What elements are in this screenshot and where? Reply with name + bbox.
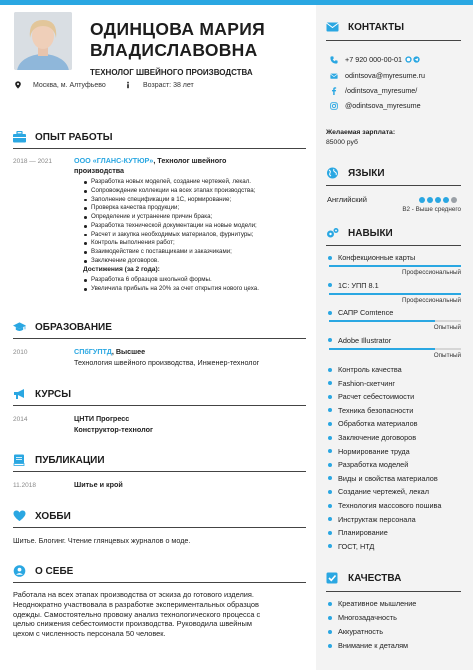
quality-name: Креативное мышление bbox=[338, 599, 417, 608]
duty-item: Контроль выполнения работ; bbox=[83, 239, 257, 248]
language-level-label: B2 - Выше среднего bbox=[402, 206, 461, 213]
skill-level-bar bbox=[329, 293, 461, 295]
skill-name: Обработка материалов bbox=[338, 419, 418, 429]
skill-level-label: Профессиональный bbox=[402, 296, 461, 304]
skill-bullet bbox=[328, 395, 332, 399]
skill-bullet bbox=[328, 504, 332, 508]
education-school: СПбГУПТД, Высшее bbox=[74, 347, 146, 356]
skill-bullet bbox=[328, 531, 332, 535]
experience-section-title: ОПЫТ РАБОТЫ bbox=[13, 131, 113, 143]
skill-item bbox=[328, 281, 379, 290]
skill-bullet bbox=[328, 368, 332, 372]
qualities-section-title: КАЧЕСТВА bbox=[326, 572, 401, 584]
duty-item: Определение и устранение причин брака; bbox=[83, 213, 257, 222]
skill-name: Технология массового пошива bbox=[338, 501, 442, 510]
language-dot bbox=[419, 197, 425, 203]
about-line: одежды. Самостоятельно провожу анализ технологического процесса с bbox=[13, 609, 261, 619]
duty-item: Взаимодействие с поставщиками и заказчиками; bbox=[83, 248, 257, 257]
mail-icon bbox=[330, 72, 338, 80]
skill-bullet bbox=[328, 311, 332, 315]
heart-icon bbox=[13, 510, 26, 522]
quality-bullet bbox=[328, 630, 332, 634]
skill-item bbox=[328, 365, 402, 374]
quality-item bbox=[328, 599, 416, 608]
skill-bullet bbox=[328, 449, 332, 453]
quality-item bbox=[328, 627, 383, 636]
megaphone-icon bbox=[13, 388, 26, 400]
achievement-item: Увеличила прибыль на 20% за счет открытия нового цеха. bbox=[83, 285, 259, 294]
experience-company-role: ООО «ГЛАНС-КУТЮР», Технолог швейного производства bbox=[74, 156, 227, 175]
publication-date: 11.2018 bbox=[13, 482, 37, 489]
whatsapp-icon bbox=[405, 56, 412, 63]
contact-facebook[interactable]: /odintsova_myresume/ bbox=[330, 86, 417, 95]
quality-item bbox=[328, 613, 397, 622]
achievements-list bbox=[83, 276, 259, 294]
skill-bullet bbox=[328, 476, 332, 480]
duty-item: Разработка технической документации на новые модели; bbox=[83, 222, 257, 231]
skill-level-label: Опытный bbox=[433, 351, 461, 359]
job-title: ТЕХНОЛОГ ШВЕЙНОГО ПРОИЗВОДСТВА bbox=[90, 68, 253, 77]
about-line: Неоднократно участвовала в разработке экспериментальных образцов bbox=[13, 599, 259, 609]
company-name: ООО «ГЛАНС-КУТЮР» bbox=[74, 156, 154, 165]
skill-name: Конфекционные карты bbox=[338, 253, 416, 262]
skill-item bbox=[328, 336, 391, 345]
duty-item: Разработка новых моделей, создание чертежей, лекал. bbox=[83, 178, 257, 187]
skill-level-label: Опытный bbox=[433, 324, 461, 331]
section-divider bbox=[13, 582, 306, 583]
quality-bullet bbox=[328, 644, 332, 648]
skill-item bbox=[328, 487, 429, 496]
duty-item: Заполнение спецификации в 1С, нормирование; bbox=[83, 196, 257, 205]
quality-bullet bbox=[328, 616, 332, 620]
book-icon bbox=[13, 454, 26, 466]
graduation-cap-icon bbox=[13, 321, 26, 333]
skill-name: Виды и свойства материалов bbox=[338, 473, 438, 483]
quality-name: Внимание к деталям bbox=[338, 641, 409, 650]
skill-name: Adobe Illustrator bbox=[338, 335, 392, 345]
about-line: Работала на всех этапах производства от эскиза до готового изделия. bbox=[13, 590, 254, 599]
salary-label: Желаемая зарплата: bbox=[326, 129, 396, 136]
contact-phone[interactable]: +7 920 000-00-01 bbox=[330, 55, 420, 64]
globe-icon bbox=[326, 167, 339, 179]
instagram-icon bbox=[330, 102, 338, 110]
publication-name: Шитье и крой bbox=[74, 480, 123, 489]
section-divider bbox=[13, 405, 306, 406]
course-date: 2014 bbox=[13, 416, 28, 423]
telegram-icon bbox=[413, 56, 420, 63]
skill-bullet bbox=[328, 408, 332, 412]
section-divider bbox=[13, 471, 306, 472]
about-line: целью снижения себестоимости производства. Руководила швейным bbox=[13, 619, 252, 629]
skill-bullet bbox=[328, 544, 332, 548]
skill-bullet bbox=[328, 338, 332, 342]
envelope-icon bbox=[326, 21, 339, 33]
about-section-title: О СЕБЕ bbox=[13, 565, 73, 577]
contact-instagram[interactable]: @odintsova_myresume bbox=[330, 101, 421, 110]
quality-item bbox=[328, 641, 408, 650]
skill-item bbox=[328, 253, 415, 262]
skill-item bbox=[328, 379, 395, 388]
skill-item bbox=[328, 419, 418, 428]
quality-name: Аккуратность bbox=[338, 627, 384, 636]
skill-name: 1С: УПП 8.1 bbox=[338, 280, 379, 290]
skill-level-fill bbox=[329, 265, 461, 267]
name-line-1: ОДИНЦОВА МАРИЯ bbox=[90, 19, 265, 39]
skill-level-bar bbox=[329, 320, 461, 322]
salary-value: 85000 руб bbox=[326, 139, 358, 146]
experience-date: 2018 — 2021 bbox=[13, 158, 53, 165]
skill-name: Планирование bbox=[338, 528, 388, 538]
name-line-2: ВЛАДИСЛАВОВНА bbox=[90, 40, 258, 60]
skill-name: Техника безопасности bbox=[338, 405, 414, 415]
skill-item bbox=[328, 447, 410, 456]
full-name bbox=[90, 19, 305, 61]
briefcase-icon bbox=[13, 131, 26, 143]
section-divider bbox=[13, 148, 306, 149]
duty-item: Сопровождение коллекции на всех этапах производства; bbox=[83, 187, 257, 196]
skill-item bbox=[328, 515, 416, 524]
skill-bullet bbox=[328, 490, 332, 494]
skill-item bbox=[328, 308, 393, 317]
section-divider bbox=[326, 40, 461, 41]
quality-name: Многозадачность bbox=[338, 613, 397, 622]
skill-item bbox=[328, 433, 416, 442]
skill-name: Расчет себестоимости bbox=[338, 392, 415, 402]
about-line: цехом с численность персонала 50 человек. bbox=[13, 629, 166, 639]
skill-bullet bbox=[328, 422, 332, 426]
skill-level-label: Профессиональный bbox=[402, 269, 461, 276]
skill-item bbox=[328, 528, 388, 537]
location-text: Москва, м. Алтуфьево bbox=[33, 81, 106, 89]
publications-section-title: ПУБЛИКАЦИИ bbox=[13, 454, 105, 466]
skill-name: Нормирование труда bbox=[338, 446, 410, 456]
achievement-item: Разработка 6 образцов школьной формы. bbox=[83, 276, 259, 285]
skill-bullet bbox=[328, 283, 332, 287]
skill-name: ГОСТ, НТД bbox=[338, 541, 375, 551]
skill-name: Fashion-скетчинг bbox=[338, 378, 396, 388]
facebook-icon bbox=[330, 87, 338, 95]
course-org: ЦНТИ Прогресс bbox=[74, 414, 130, 423]
phone-icon bbox=[330, 56, 338, 64]
about-text bbox=[13, 590, 309, 639]
skill-name: САПР Comtence bbox=[338, 308, 394, 317]
skill-name: Создание чертежей, лекал bbox=[338, 487, 429, 497]
contacts-section-title: КОНТАКТЫ bbox=[326, 21, 404, 33]
languages-section-title: ЯЗЫКИ bbox=[326, 167, 385, 179]
education-section-title: ОБРАЗОВАНИЕ bbox=[13, 321, 112, 333]
skill-name: Контроль качества bbox=[338, 365, 402, 374]
skill-level-fill bbox=[329, 348, 435, 350]
location bbox=[14, 81, 106, 89]
skill-item bbox=[328, 542, 374, 551]
section-divider bbox=[326, 591, 461, 592]
skill-name: Заключение договоров bbox=[338, 433, 417, 442]
location-pin-icon bbox=[14, 81, 22, 89]
skill-name: Инструктаж персонала bbox=[338, 514, 416, 524]
language-dot bbox=[451, 197, 457, 203]
education-speciality: Технология швейного производства, Инженер-технолог bbox=[74, 358, 260, 367]
skills-section-title: НАВЫКИ bbox=[326, 227, 393, 239]
gears-icon bbox=[326, 227, 339, 239]
education-date: 2010 bbox=[13, 349, 28, 356]
skill-bullet bbox=[328, 517, 332, 521]
achievements-title: Достижения (за 2 года): bbox=[83, 266, 160, 273]
skill-bullet bbox=[328, 381, 332, 385]
skill-item bbox=[328, 392, 414, 401]
skill-level-bar bbox=[329, 265, 461, 267]
skill-bullet bbox=[328, 436, 332, 440]
info-icon bbox=[124, 81, 132, 89]
skill-item bbox=[328, 474, 438, 483]
age-text: Возраст: 38 лет bbox=[143, 81, 194, 89]
section-divider bbox=[13, 338, 306, 339]
course-name: Конструктор-технолог bbox=[74, 425, 153, 434]
skill-item bbox=[328, 406, 413, 415]
duties-list bbox=[83, 178, 257, 266]
age bbox=[124, 81, 194, 89]
duty-item: Проверка качества продукции; bbox=[83, 204, 257, 213]
hobby-text: Шитье. Блогинг. Чтение глянцевых журналов о моде. bbox=[13, 536, 191, 545]
section-divider bbox=[326, 245, 461, 246]
hobby-section-title: ХОББИ bbox=[13, 510, 71, 522]
language-name: Английский bbox=[327, 195, 367, 204]
checkbox-icon bbox=[326, 572, 339, 584]
skill-bullet bbox=[328, 463, 332, 467]
language-dot bbox=[443, 197, 449, 203]
courses-section-title: КУРСЫ bbox=[13, 388, 71, 400]
duty-item: Заключение договоров. bbox=[83, 257, 257, 266]
duty-item: Расчет и закупка необходимых материалов, фурнитуры; bbox=[83, 231, 257, 240]
skill-item bbox=[328, 501, 441, 510]
skill-bullet bbox=[328, 256, 332, 260]
skill-level-fill bbox=[329, 293, 461, 295]
section-divider bbox=[326, 185, 461, 186]
language-dot bbox=[427, 197, 433, 203]
skill-item bbox=[328, 460, 408, 469]
quality-bullet bbox=[328, 602, 332, 606]
contact-email[interactable]: odintsova@myresume.ru bbox=[330, 71, 425, 80]
skill-level-fill bbox=[329, 320, 435, 322]
profile-photo bbox=[14, 12, 72, 70]
skill-level-bar bbox=[329, 348, 461, 350]
user-circle-icon bbox=[13, 565, 26, 577]
language-level-dots bbox=[419, 197, 457, 203]
language-dot bbox=[435, 197, 441, 203]
section-divider bbox=[13, 527, 306, 528]
skill-name: Разработка моделей bbox=[338, 460, 409, 470]
